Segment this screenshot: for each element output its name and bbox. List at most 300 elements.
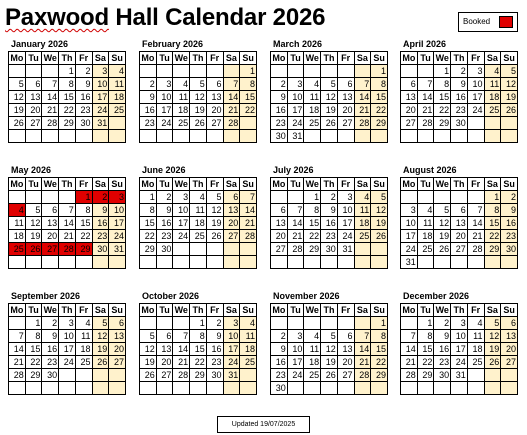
empty-cell — [240, 243, 257, 256]
day-cell: 19 — [321, 356, 338, 369]
weekday-header: Fr — [75, 52, 92, 65]
day-cell: 12 — [484, 330, 501, 343]
week-row — [140, 369, 257, 382]
empty-cell — [484, 256, 501, 269]
empty-cell — [484, 369, 501, 382]
day-cell: 14 — [401, 343, 418, 356]
day-cell: 26 — [371, 230, 388, 243]
empty-cell — [501, 369, 518, 382]
day-cell: 25 — [354, 230, 371, 243]
day-cell: 27 — [223, 230, 240, 243]
week-row — [401, 230, 518, 243]
empty-cell — [287, 382, 304, 395]
day-cell: 11 — [304, 343, 321, 356]
day-cell: 15 — [75, 217, 92, 230]
empty-cell — [156, 130, 173, 143]
weekday-header: Tu — [25, 52, 42, 65]
day-cell: 23 — [206, 356, 223, 369]
day-cell: 17 — [156, 104, 173, 117]
empty-cell — [271, 65, 288, 78]
weekday-header: Fr — [467, 178, 484, 191]
empty-cell — [92, 382, 109, 395]
day-cell: 23 — [271, 117, 288, 130]
day-cell: 5 — [484, 317, 501, 330]
empty-cell — [337, 382, 354, 395]
weekday-header: Mo — [402, 53, 416, 63]
day-cell: 10 — [109, 204, 126, 217]
week-row — [140, 382, 257, 395]
day-cell: 9 — [75, 78, 92, 91]
weekday-header: Sa — [354, 52, 371, 65]
day-cell: 30 — [75, 117, 92, 130]
day-cell: 13 — [401, 91, 418, 104]
week-row — [140, 104, 257, 117]
empty-cell — [140, 382, 157, 395]
day-cell: 2 — [271, 78, 288, 91]
day-cell: 6 — [42, 204, 59, 217]
empty-cell — [337, 130, 354, 143]
month-table — [8, 303, 126, 395]
day-cell: 4 — [190, 191, 207, 204]
month-table — [139, 177, 257, 269]
day-cell: 7 — [287, 204, 304, 217]
empty-cell — [467, 369, 484, 382]
empty-cell — [109, 256, 126, 269]
empty-cell — [240, 117, 257, 130]
day-cell: 12 — [501, 78, 518, 91]
day-cell: 16 — [75, 91, 92, 104]
empty-cell — [371, 243, 388, 256]
week-row — [401, 343, 518, 356]
day-cell: 10 — [467, 78, 484, 91]
week-row — [9, 91, 126, 104]
empty-cell — [140, 317, 157, 330]
empty-cell — [42, 382, 59, 395]
weekday-header: We — [174, 53, 188, 63]
week-row — [140, 217, 257, 230]
day-cell: 6 — [271, 204, 288, 217]
weekday-header: Sa — [92, 178, 109, 191]
day-cell: 5 — [190, 78, 207, 91]
day-cell: 27 — [156, 369, 173, 382]
month-name: December 2026 — [403, 291, 470, 301]
empty-cell — [451, 130, 468, 143]
day-cell: 23 — [434, 356, 451, 369]
week-row — [140, 356, 257, 369]
day-cell: 26 — [140, 369, 157, 382]
day-cell: 12 — [321, 91, 338, 104]
day-cell: 11 — [484, 78, 501, 91]
day-cell: 17 — [223, 343, 240, 356]
weekday-header: Sa — [484, 178, 501, 191]
day-cell: 20 — [156, 356, 173, 369]
empty-cell — [75, 130, 92, 143]
empty-cell — [371, 382, 388, 395]
day-cell: 20 — [451, 230, 468, 243]
day-cell: 20 — [25, 104, 42, 117]
week-row — [9, 330, 126, 343]
empty-cell — [434, 130, 451, 143]
week-row — [9, 78, 126, 91]
day-cell: 15 — [240, 91, 257, 104]
day-cell: 8 — [240, 78, 257, 91]
week-row — [401, 243, 518, 256]
weekday-header: Fr — [206, 304, 223, 317]
day-cell: 23 — [501, 230, 518, 243]
day-cell: 29 — [304, 243, 321, 256]
empty-cell — [59, 382, 76, 395]
day-cell: 9 — [271, 91, 288, 104]
day-cell: 25 — [467, 356, 484, 369]
day-cell: 14 — [354, 91, 371, 104]
weekday-header: Mo — [402, 305, 416, 315]
day-cell: 2 — [42, 317, 59, 330]
day-cell: 29 — [25, 369, 42, 382]
weekday-header: Th — [59, 304, 76, 317]
week-row — [271, 65, 388, 78]
day-cell: 21 — [173, 356, 190, 369]
empty-cell — [484, 117, 501, 130]
day-cell: 3 — [337, 191, 354, 204]
day-cell: 29 — [190, 369, 207, 382]
empty-cell — [42, 191, 59, 204]
day-cell: 31 — [451, 369, 468, 382]
day-cell: 25 — [304, 117, 321, 130]
empty-cell — [140, 256, 157, 269]
day-cell: 21 — [59, 230, 76, 243]
month-name: September 2026 — [11, 291, 81, 301]
day-cell: 17 — [401, 230, 418, 243]
day-cell: 26 — [321, 369, 338, 382]
weekday-header-row — [271, 304, 388, 317]
day-cell: 23 — [75, 104, 92, 117]
day-cell: 24 — [287, 117, 304, 130]
day-cell: 1 — [190, 317, 207, 330]
day-cell: 7 — [401, 330, 418, 343]
day-cell: 29 — [484, 243, 501, 256]
weekday-header: Sa — [92, 52, 109, 65]
day-cell: 24 — [467, 104, 484, 117]
weekday-header: Th — [321, 52, 338, 65]
day-cell: 15 — [371, 91, 388, 104]
weekday-header: Su — [371, 178, 388, 191]
weekday-header: Sa — [223, 52, 240, 65]
day-cell: 21 — [240, 217, 257, 230]
day-cell: 15 — [140, 217, 157, 230]
day-cell: 21 — [9, 356, 26, 369]
day-cell: 1 — [59, 65, 76, 78]
weekday-header: Tu — [287, 52, 304, 65]
day-cell: 22 — [25, 356, 42, 369]
day-cell: 7 — [240, 191, 257, 204]
empty-cell — [75, 256, 92, 269]
page-title — [5, 4, 325, 32]
day-cell: 24 — [287, 369, 304, 382]
weekday-header-row — [9, 304, 126, 317]
day-cell: 17 — [173, 217, 190, 230]
booked-swatch — [499, 16, 513, 28]
day-cell: 11 — [354, 204, 371, 217]
month-11 — [270, 290, 388, 395]
empty-cell — [25, 256, 42, 269]
week-row — [140, 130, 257, 143]
day-cell: 8 — [140, 204, 157, 217]
day-cell: 18 — [484, 91, 501, 104]
day-cell: 9 — [501, 204, 518, 217]
week-row — [271, 317, 388, 330]
weekday-header: Fr — [467, 304, 484, 317]
day-cell: 11 — [240, 330, 257, 343]
day-cell: 5 — [140, 330, 157, 343]
day-cell: 26 — [321, 117, 338, 130]
weekday-header-row — [9, 178, 126, 191]
day-cell: 12 — [140, 343, 157, 356]
month-10 — [139, 290, 257, 395]
month-9 — [8, 290, 126, 395]
day-cell: 19 — [25, 230, 42, 243]
weekday-header-row — [401, 178, 518, 191]
empty-cell — [371, 130, 388, 143]
empty-cell — [401, 191, 418, 204]
day-cell: 2 — [321, 191, 338, 204]
day-cell: 31 — [109, 243, 126, 256]
day-cell: 11 — [75, 330, 92, 343]
empty-cell — [371, 256, 388, 269]
weekday-header: Mo — [141, 305, 155, 315]
day-cell: 24 — [223, 356, 240, 369]
empty-cell — [287, 191, 304, 204]
day-cell: 25 — [190, 230, 207, 243]
empty-cell — [354, 130, 371, 143]
week-row — [9, 382, 126, 395]
day-cell: 29 — [59, 117, 76, 130]
day-cell: 21 — [354, 104, 371, 117]
day-cell: 11 — [9, 217, 26, 230]
week-row — [271, 91, 388, 104]
day-cell: 19 — [206, 217, 223, 230]
weekday-header: Sa — [223, 304, 240, 317]
day-cell: 9 — [434, 330, 451, 343]
day-cell: 29 — [371, 369, 388, 382]
day-cell: 30 — [271, 130, 288, 143]
weekday-header: We — [305, 305, 319, 315]
day-cell: 16 — [451, 91, 468, 104]
day-cell: 15 — [25, 343, 42, 356]
day-cell: 3 — [451, 317, 468, 330]
weekday-header: Sa — [223, 178, 240, 191]
month-table — [400, 303, 518, 395]
day-cell: 27 — [501, 356, 518, 369]
month-name: October 2026 — [142, 291, 200, 301]
empty-cell — [401, 317, 418, 330]
day-cell: 1 — [484, 191, 501, 204]
day-cell: 2 — [140, 78, 157, 91]
empty-cell — [501, 256, 518, 269]
empty-cell — [337, 65, 354, 78]
day-cell: 25 — [173, 117, 190, 130]
day-cell: 24 — [92, 104, 109, 117]
day-cell: 18 — [354, 217, 371, 230]
day-cell: 3 — [401, 204, 418, 217]
weekday-header: Tu — [417, 52, 434, 65]
empty-cell — [401, 65, 418, 78]
empty-cell — [140, 130, 157, 143]
empty-cell — [434, 382, 451, 395]
day-cell: 4 — [240, 317, 257, 330]
day-cell: 10 — [287, 343, 304, 356]
day-cell: 29 — [371, 117, 388, 130]
updated-note: Updated 19/07/2025 — [217, 416, 310, 433]
day-cell: 13 — [156, 343, 173, 356]
day-cell: 18 — [304, 356, 321, 369]
weekday-header: We — [435, 305, 449, 315]
week-row — [140, 343, 257, 356]
empty-cell — [206, 65, 223, 78]
day-cell: 9 — [140, 91, 157, 104]
month-6 — [139, 164, 257, 269]
day-cell: 14 — [417, 91, 434, 104]
day-cell: 2 — [92, 191, 109, 204]
empty-cell — [173, 256, 190, 269]
day-cell: 4 — [467, 317, 484, 330]
day-cell: 24 — [59, 356, 76, 369]
week-row — [140, 65, 257, 78]
weekday-header: Th — [59, 52, 76, 65]
weekday-header: We — [305, 179, 319, 189]
weekday-header: Tu — [25, 304, 42, 317]
week-row — [271, 204, 388, 217]
day-cell: 20 — [271, 230, 288, 243]
weekday-header: Mo — [141, 179, 155, 189]
weekday-header: Su — [501, 52, 518, 65]
weekday-header: Mo — [10, 53, 24, 63]
day-cell: 13 — [337, 91, 354, 104]
day-cell: 22 — [190, 356, 207, 369]
week-row — [140, 91, 257, 104]
week-row — [401, 91, 518, 104]
week-row — [9, 204, 126, 217]
day-cell: 18 — [9, 230, 26, 243]
weekday-header: Fr — [206, 52, 223, 65]
day-cell: 1 — [371, 65, 388, 78]
day-cell: 12 — [371, 204, 388, 217]
empty-cell — [337, 317, 354, 330]
week-row — [401, 330, 518, 343]
empty-cell — [42, 130, 59, 143]
day-cell: 24 — [401, 243, 418, 256]
week-row — [271, 78, 388, 91]
day-cell: 3 — [287, 78, 304, 91]
empty-cell — [321, 256, 338, 269]
empty-cell — [304, 317, 321, 330]
weekday-header: Mo — [10, 179, 24, 189]
day-cell: 1 — [140, 191, 157, 204]
day-cell: 20 — [337, 104, 354, 117]
empty-cell — [223, 382, 240, 395]
day-cell: 13 — [501, 330, 518, 343]
week-row — [271, 369, 388, 382]
empty-cell — [59, 130, 76, 143]
day-cell: 30 — [434, 369, 451, 382]
week-row — [140, 191, 257, 204]
weekday-header: Sa — [92, 304, 109, 317]
week-row — [9, 104, 126, 117]
day-cell: 14 — [287, 217, 304, 230]
day-cell: 20 — [337, 356, 354, 369]
day-cell: 5 — [25, 204, 42, 217]
booked-legend — [458, 12, 518, 32]
empty-cell — [240, 256, 257, 269]
day-cell: 28 — [467, 243, 484, 256]
day-cell: 2 — [501, 191, 518, 204]
weekday-header: Fr — [206, 178, 223, 191]
day-cell: 10 — [92, 78, 109, 91]
day-cell: 6 — [156, 330, 173, 343]
empty-cell — [25, 65, 42, 78]
week-row — [401, 65, 518, 78]
empty-cell — [25, 130, 42, 143]
day-cell: 2 — [271, 330, 288, 343]
day-cell: 16 — [156, 217, 173, 230]
day-cell: 16 — [206, 343, 223, 356]
week-row — [9, 217, 126, 230]
day-cell: 30 — [92, 243, 109, 256]
week-row — [9, 130, 126, 143]
day-cell: 1 — [371, 317, 388, 330]
week-row — [271, 104, 388, 117]
day-cell: 4 — [109, 65, 126, 78]
empty-cell — [223, 65, 240, 78]
day-cell: 16 — [271, 104, 288, 117]
day-cell: 11 — [304, 91, 321, 104]
day-cell: 21 — [467, 230, 484, 243]
empty-cell — [156, 65, 173, 78]
weekday-header: Tu — [417, 304, 434, 317]
empty-cell — [75, 382, 92, 395]
empty-cell — [304, 130, 321, 143]
day-cell: 7 — [173, 330, 190, 343]
day-cell: 1 — [240, 65, 257, 78]
week-row — [271, 330, 388, 343]
week-row — [271, 243, 388, 256]
empty-cell — [287, 65, 304, 78]
week-row — [140, 78, 257, 91]
day-cell: 3 — [173, 191, 190, 204]
empty-cell — [59, 191, 76, 204]
empty-cell — [109, 117, 126, 130]
day-cell: 17 — [92, 91, 109, 104]
weekday-header-row — [140, 52, 257, 65]
week-row — [140, 204, 257, 217]
title-rest: Hall Calendar 2026 — [108, 4, 326, 31]
day-cell: 3 — [223, 317, 240, 330]
day-cell: 11 — [467, 330, 484, 343]
day-cell: 14 — [173, 343, 190, 356]
week-row — [271, 382, 388, 395]
day-cell: 5 — [434, 204, 451, 217]
week-row — [9, 191, 126, 204]
weekday-header: Fr — [75, 304, 92, 317]
day-cell: 4 — [304, 330, 321, 343]
day-cell: 30 — [42, 369, 59, 382]
day-cell: 28 — [401, 369, 418, 382]
month-4 — [400, 38, 518, 143]
day-cell: 21 — [417, 104, 434, 117]
empty-cell — [9, 130, 26, 143]
empty-cell — [321, 382, 338, 395]
day-cell: 1 — [417, 317, 434, 330]
day-cell: 5 — [321, 78, 338, 91]
